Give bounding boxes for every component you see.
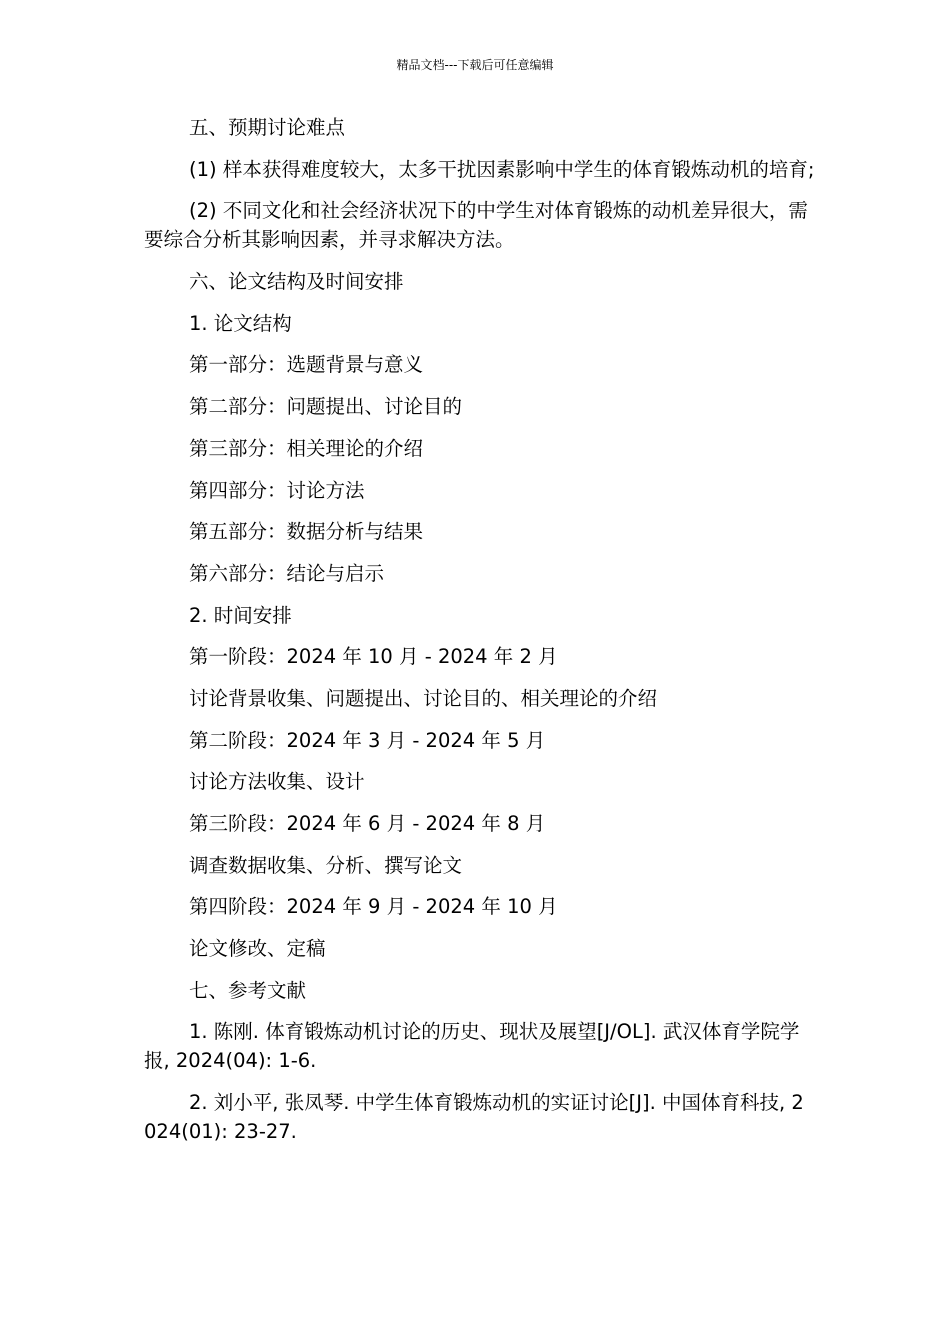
structure-part-6: 第六部分：结论与启示	[189, 561, 385, 585]
structure-part-2: 第二部分：问题提出、讨论目的	[189, 395, 463, 419]
schedule-stage-3-tasks: 调查数据收集、分析、撰写论文	[189, 853, 463, 877]
structure-part-1: 第一部分：选题背景与意义	[189, 353, 424, 377]
structure-part-4: 第四部分：讨论方法	[189, 478, 365, 502]
subheading-schedule: 2. 时间安排	[189, 603, 292, 627]
structure-part-3: 第三部分：相关理论的介绍	[189, 436, 424, 460]
difficulty-item-1: (1) 样本获得难度较大，太多干扰因素影响中学生的体育锻炼动机的培育;	[189, 157, 815, 181]
section-heading-references: 七、参考文献	[189, 978, 307, 1002]
difficulty-item-2: (2) 不同文化和社会经济状况下的中学生对体育锻炼的动机差异很大，需要综合分析其影响因素，并寻求解决方法。	[144, 199, 808, 252]
schedule-stage-3: 第三阶段：2024 年 6 月 - 2024 年 8 月	[189, 812, 546, 835]
reference-item-1: 1. 陈刚. 体育锻炼动机讨论的历史、现状及展望[J/OL]. 武汉体育学院学报, 2024(04): 1-6.	[144, 1020, 800, 1073]
schedule-stage-1: 第一阶段：2024 年 10 月 - 2024 年 2 月	[189, 645, 558, 669]
reference-item-2: 2. 刘小平, 张凤琴. 中学生体育锻炼动机的实证讨论[J]. 中国体育科技, 2024(01): 23-27.	[144, 1091, 804, 1144]
section-heading-structure-schedule: 六、论文结构及时间安排	[189, 270, 404, 294]
schedule-stage-4-tasks: 论文修改、定稿	[189, 937, 326, 961]
section-heading-difficulties: 五、预期讨论难点	[189, 116, 346, 139]
schedule-stage-1-tasks: 讨论背景收集、问题提出、讨论目的、相关理论的介绍	[189, 686, 658, 710]
schedule-stage-2-tasks: 讨论方法收集、设计	[189, 770, 365, 794]
structure-part-5: 第五部分：数据分析与结果	[189, 520, 424, 544]
document-body	[144, 113, 816, 1159]
schedule-stage-4: 第四阶段：2024 年 9 月 - 2024 年 10 月	[189, 895, 558, 919]
page-header: 精品文档---下载后可任意编辑	[396, 58, 554, 72]
subheading-structure: 1. 论文结构	[189, 311, 292, 335]
schedule-stage-2: 第二阶段：2024 年 3 月 - 2024 年 5 月	[189, 728, 546, 752]
